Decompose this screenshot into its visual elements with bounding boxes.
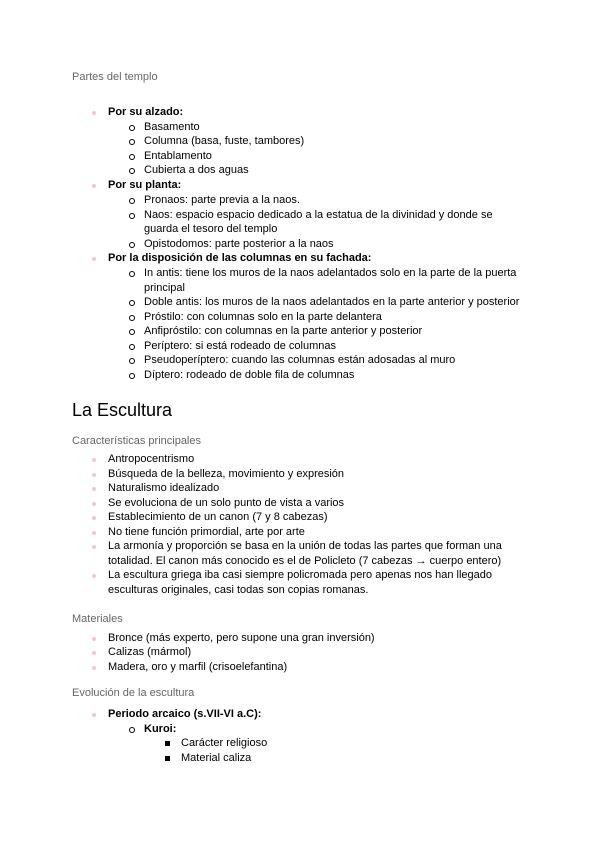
bullet-icon <box>92 502 96 506</box>
circle-bullet-icon <box>129 727 135 733</box>
circle-bullet-icon <box>129 373 135 379</box>
list-item: Carácter religioso <box>181 737 268 749</box>
bullet-icon <box>92 651 96 655</box>
list-item: Naos: espacio espacio dedicado a la estatua de la divinidad y donde se <box>144 209 493 221</box>
subheading-partes-templo: Partes del templo <box>72 71 158 83</box>
subheading-materiales: Materiales <box>72 613 123 625</box>
list-item: Anfipróstilo: con columnas en la parte anterior y posterior <box>144 325 423 337</box>
circle-bullet-icon <box>129 358 135 364</box>
circle-bullet-icon <box>129 300 135 306</box>
list-item: Opistodomos: parte posterior a la naos <box>144 238 334 250</box>
list-item: Próstilo: con columnas solo en la parte delantera <box>144 311 382 323</box>
bullet-icon <box>92 666 96 670</box>
subheading-evolucion: Evolución de la escultura <box>72 687 195 699</box>
list-item: Basamento <box>144 121 200 133</box>
bullet-icon <box>92 516 96 520</box>
circle-bullet-icon <box>129 125 135 131</box>
circle-bullet-icon <box>129 139 135 145</box>
list-item: Pseudoperíptero: cuando las columnas están adosadas al muro <box>144 354 456 366</box>
list-item: In antis: tiene los muros de la naos adelantados solo en la parte de la puerta <box>144 267 517 279</box>
bullet-icon <box>92 637 96 641</box>
list-item: Columna (basa, fuste, tambores) <box>144 135 305 147</box>
square-bullet-icon <box>165 741 170 746</box>
bullet-icon <box>92 257 96 261</box>
list-item: Madera, oro y marfil (crisoelefantina) <box>108 661 288 673</box>
circle-bullet-icon <box>129 154 135 160</box>
list-item: Calizas (mármol) <box>108 646 192 658</box>
bullet-icon <box>92 531 96 535</box>
list-item-continuation: guarda el tesoro del templo <box>144 223 278 235</box>
circle-bullet-icon <box>129 271 135 277</box>
list-item: La armonía y proporción se basa en la unión de todas las partes que forman una <box>108 540 502 552</box>
list-item: No tiene función primordial, arte por arte <box>108 526 305 538</box>
bullet-icon <box>92 473 96 477</box>
bullet-icon <box>92 487 96 491</box>
list-item: Antropocentrismo <box>108 453 195 465</box>
list-item: Material caliza <box>181 752 252 764</box>
square-bullet-icon <box>165 756 170 761</box>
circle-bullet-icon <box>129 329 135 335</box>
circle-bullet-icon <box>129 168 135 174</box>
list-item: Pronaos: parte previa a la naos. <box>144 194 300 206</box>
list-item: Establecimiento de un canon (7 y 8 cabezas) <box>108 511 328 523</box>
circle-bullet-icon <box>129 198 135 204</box>
circle-bullet-icon <box>129 344 135 350</box>
bullet-icon <box>92 111 96 115</box>
section-title-escultura: La Escultura <box>72 400 173 420</box>
list-item: Se evoluciona de un solo punto de vista a varios <box>108 497 345 509</box>
list-item-continuation: principal <box>144 282 185 294</box>
list-item: Doble antis: los muros de la naos adelantados en la parte anterior y posterior <box>144 296 520 308</box>
list-item: Díptero: rodeado de doble fila de columnas <box>144 369 355 381</box>
list-item-planta: Por su planta: <box>108 179 182 191</box>
list-item-continuation: esculturas originales, casi todas son copias romanas. <box>108 584 369 596</box>
circle-bullet-icon <box>129 242 135 248</box>
list-item: La escultura griega iba casi siempre policromada pero apenas nos han llegado <box>108 569 493 581</box>
bullet-icon <box>92 713 96 717</box>
bullet-icon <box>92 184 96 188</box>
circle-bullet-icon <box>129 315 135 321</box>
bullet-icon <box>92 458 96 462</box>
list-item: Entablamento <box>144 150 212 162</box>
list-item: Búsqueda de la belleza, movimiento y expresión <box>108 468 345 480</box>
list-item: Cubierta a dos aguas <box>144 164 249 176</box>
list-item-continuation: totalidad. El canon más conocido es el de Policleto (7 cabezas → cuerpo entero) <box>108 555 502 567</box>
list-item-kuroi: Kuroi: <box>144 723 177 735</box>
list-item-alzado: Por su alzado: <box>108 106 184 118</box>
bullet-icon <box>92 545 96 549</box>
list-item-fachada: Por la disposición de las columnas en su fachada: <box>108 252 372 264</box>
list-item-periodo-arcaico: Periodo arcaico (s.VII-VI a.C): <box>108 708 262 720</box>
list-item: Naturalismo idealizado <box>108 482 220 494</box>
list-item: Períptero: si está rodeado de columnas <box>144 340 337 352</box>
list-item: Bronce (más experto, pero supone una gran inversión) <box>108 632 375 644</box>
subheading-caracteristicas: Características principales <box>72 435 201 447</box>
bullet-icon <box>92 574 96 578</box>
circle-bullet-icon <box>129 213 135 219</box>
